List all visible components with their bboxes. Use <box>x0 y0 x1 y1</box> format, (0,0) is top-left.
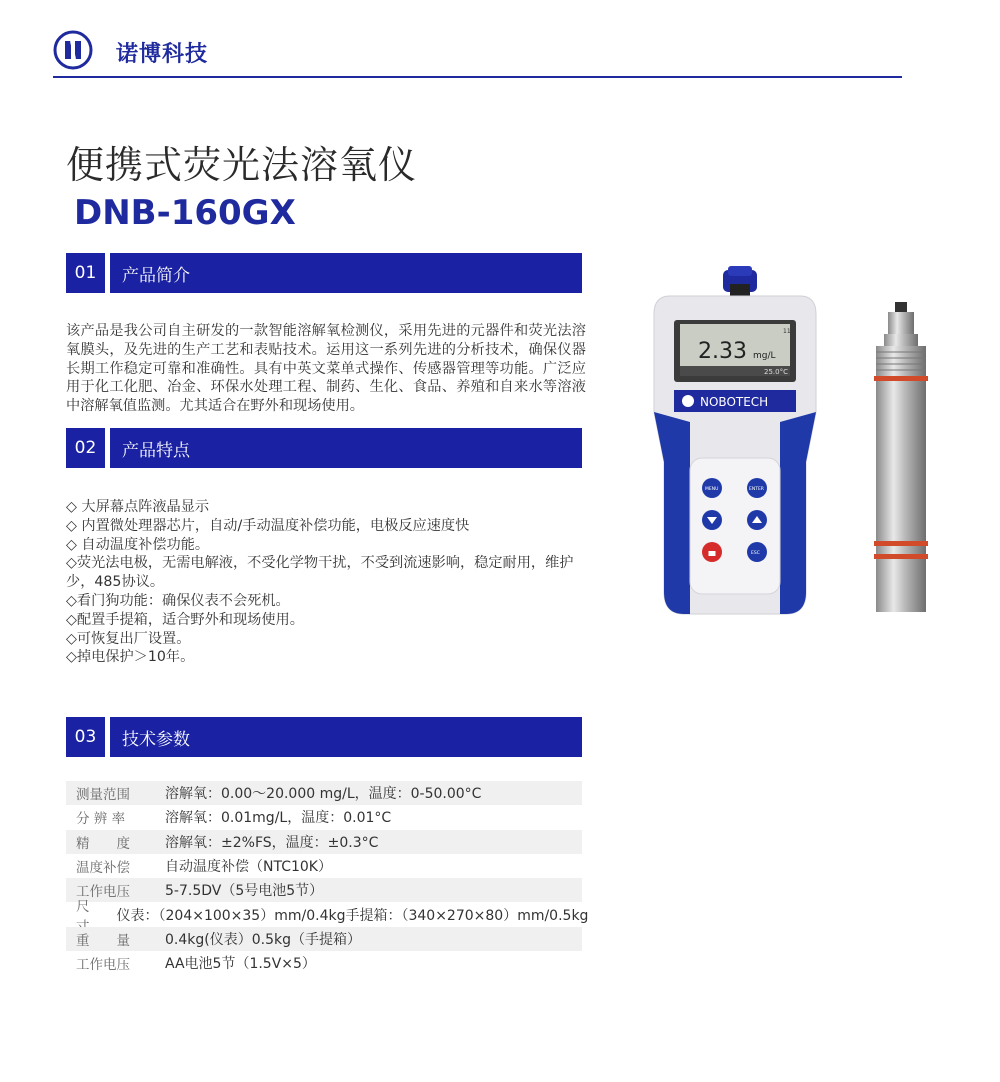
feature-item: ◇掉电保护＞10年。 <box>66 649 195 666</box>
esc-key: ESC <box>751 551 760 556</box>
enter-key: ENTER <box>749 487 764 492</box>
section-label: 技术参数 <box>110 717 582 757</box>
screen-top-indicator: 11 <box>783 328 791 335</box>
spec-label: 温度补偿 <box>76 860 130 877</box>
spec-label: 工作电压 <box>76 884 130 901</box>
section-header-features <box>66 428 582 468</box>
spec-row <box>66 781 582 805</box>
section-header-specs <box>66 717 582 757</box>
spec-row <box>66 854 582 878</box>
spec-label: 尺 <box>76 898 90 915</box>
spec-value: 0.4kg(仪表）0.5kg（手提箱） <box>165 931 361 948</box>
feature-item: ◇ 自动温度补偿功能。 <box>66 536 210 553</box>
spec-row <box>66 951 582 975</box>
spec-table <box>66 781 589 975</box>
section-label: 产品特点 <box>110 428 582 468</box>
header-divider <box>53 76 902 78</box>
spec-row <box>66 898 589 926</box>
screen-unit: mg/L <box>753 351 776 361</box>
spec-label: 分 辨 率 <box>76 811 126 828</box>
spec-row <box>66 830 582 854</box>
feature-item: ◇可恢复出厂设置。 <box>66 630 191 647</box>
feature-item: ◇荧光法电极，无需电解液，不受化学物干扰，不受到流速影响，稳定耐用，维护少，485协议。 <box>66 555 574 591</box>
feature-item: ◇配置手提箱，适合野外和现场使用。 <box>66 611 304 628</box>
spec-value: 自动温度补偿（NTC10K） <box>165 859 332 876</box>
spec-row <box>66 927 582 951</box>
oxygen-probe-image <box>862 302 940 614</box>
spec-label: 重 量 <box>76 932 130 949</box>
handheld-meter-image <box>650 262 820 622</box>
device-brand: NOBOTECH <box>700 395 769 409</box>
screen-reading: 2.33 <box>698 339 747 364</box>
spec-value: AA电池5节（1.5V×5） <box>165 956 316 973</box>
features-list <box>66 498 586 667</box>
brand-name: 诺博科技 <box>116 42 209 67</box>
section-number: 02 <box>66 428 105 468</box>
spec-value: 溶解氧：±2%FS，温度：±0.3°C <box>165 834 379 851</box>
feature-item: ◇ 内置微处理器芯片，自动/手动温度补偿功能，电极反应速度快 <box>66 517 470 534</box>
section-number: 03 <box>66 717 105 757</box>
menu-key: MENU <box>705 487 719 492</box>
spec-label: 测量范围 <box>76 787 130 804</box>
spec-label: 精 度 <box>76 835 130 852</box>
spec-value: 溶解氧：0.01mg/L，温度：0.01°C <box>165 810 392 827</box>
spec-row <box>66 805 582 829</box>
spec-row <box>66 878 582 902</box>
spec-value: 5-7.5DV（5号电池5节） <box>165 883 324 900</box>
spec-label: 工作电压 <box>76 957 130 974</box>
feature-item: ◇ 大屏幕点阵液晶显示 <box>66 499 210 515</box>
feature-item: ◇看门狗功能：确保仪表不会死机。 <box>66 592 290 609</box>
spec-value: 溶解氧：0.00～20.000 mg/L，温度：0-50.00°C <box>165 786 482 803</box>
product-model: DNB-160GX <box>74 193 296 233</box>
section-header-intro <box>66 253 582 293</box>
product-title: 便携式荧光法溶氧仪 <box>66 143 418 187</box>
nuobo-logo-icon <box>53 30 93 70</box>
screen-temperature: 25.0°C <box>764 368 788 376</box>
section-label: 产品简介 <box>110 253 582 293</box>
section-number: 01 <box>66 253 105 293</box>
intro-paragraph: 该产品是我公司自主研发的一款智能溶解氧检测仪，采用先进的元器件和荧光法溶氧膜头，及先进的生产工艺和表贴技术。运用这一系列先进的分析技术，确保仪器长期工作稳定可靠和准确性。具有中英文菜单式操作、传感器管理等功能。广泛应用于化工化肥、冶金、环保水处理工程、制药、生化、食品、养殖和自来水等溶液中溶解氧值监测。尤其适合在野外和现场使用。 <box>66 323 586 415</box>
spec-value: 仪表：（204×100×35）mm/0.4kg手提箱：（340×270×80）mm/0.5kg <box>116 907 589 924</box>
